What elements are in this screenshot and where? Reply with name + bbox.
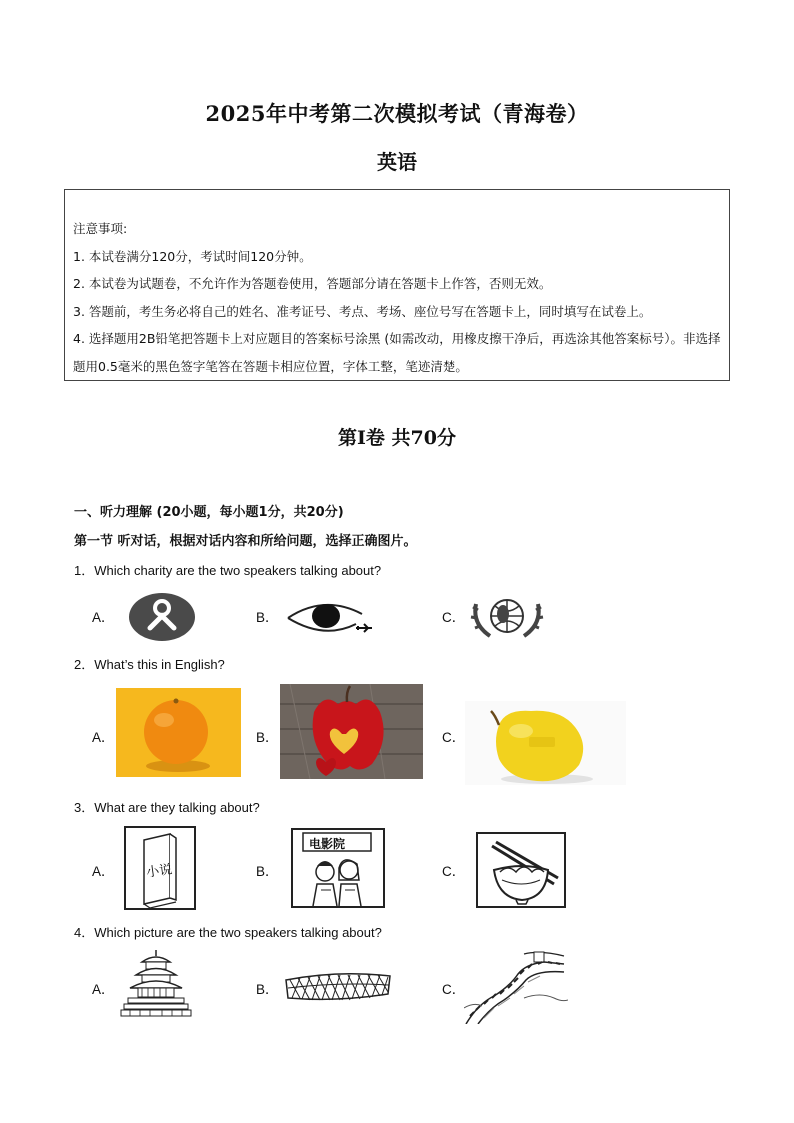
question-4: 4．Which picture are the two speakers talking about? [74, 925, 382, 940]
q1-option-c-label: C． [442, 610, 466, 625]
q3-option-b-label: B． [256, 864, 279, 879]
exam-subject: 英语 [377, 150, 417, 174]
birds-nest-stadium-icon [284, 970, 392, 1004]
q1-option-a-label: A． [92, 610, 115, 625]
cinema-caption: 电影院 [309, 837, 346, 851]
q4-option-c-label: C． [442, 982, 466, 997]
notice-item-4: 4. 选择题用2B铅笔把答题卡上对应题目的答案标号涂黑 (如需改动，用橡皮擦干净后，再选涂其他答案标号）。非选择题用0.5毫米的黑色签字笔答在答题卡相应位置，字体工整，笔迹清楚。 [73, 331, 721, 374]
oxfam-logo-icon [128, 592, 198, 642]
orange-icon [116, 688, 241, 777]
noodle-bowl-icon [476, 832, 566, 908]
notice-item-1: 1. 本试卷满分120分，考试时间120分钟。 [73, 248, 312, 264]
temple-of-heaven-icon [120, 948, 192, 1020]
part-title: 第Ⅰ卷 共70分 [338, 427, 456, 449]
q2-option-c-label: C． [442, 730, 466, 745]
notice-item-2: 2. 本试卷为试题卷，不允许作为答题卷使用，答题部分请在答题卡上作答，否则无效。 [73, 276, 552, 291]
question-1: 1．Which charity are the two speakers talking about? [74, 563, 382, 578]
question-3: 3．What are they talking about? [74, 800, 260, 815]
notice-item-3: 3. 答题前，考生务必将自己的姓名、准考证号、考点、考场、座位号写在答题卡上，同时填写在试卷上。 [73, 303, 652, 319]
q3-option-a-label: A． [92, 864, 115, 879]
q3-option-c-label: C． [442, 864, 466, 879]
section-subheading: 第一节 听对话，根据对话内容和所给问题，选择正确图片。 [74, 534, 417, 549]
apple-heart-icon [280, 684, 423, 779]
pear-icon [465, 701, 626, 785]
eye-plane-logo-icon [284, 598, 374, 638]
novel-book-caption: 小说 [145, 862, 174, 881]
notice-heading: 注意事项: [73, 221, 128, 236]
q4-option-b-label: B． [256, 982, 279, 997]
novel-book-icon [124, 826, 196, 910]
notice-box [64, 189, 730, 381]
question-2: 2．What’s this in English? [74, 657, 225, 672]
great-wall-icon [464, 948, 568, 1024]
section-heading: 一、听力理解 (20小题，每小题1分，共20分) [74, 505, 344, 520]
q4-option-a-label: A． [92, 982, 115, 997]
exam-title: 2025年中考第二次模拟考试（青海卷） [205, 101, 589, 126]
q2-option-b-label: B． [256, 730, 279, 745]
q1-option-b-label: B． [256, 610, 279, 625]
cinema-icon [291, 828, 385, 908]
q2-option-a-label: A． [92, 730, 115, 745]
unicef-logo-icon [470, 594, 544, 640]
